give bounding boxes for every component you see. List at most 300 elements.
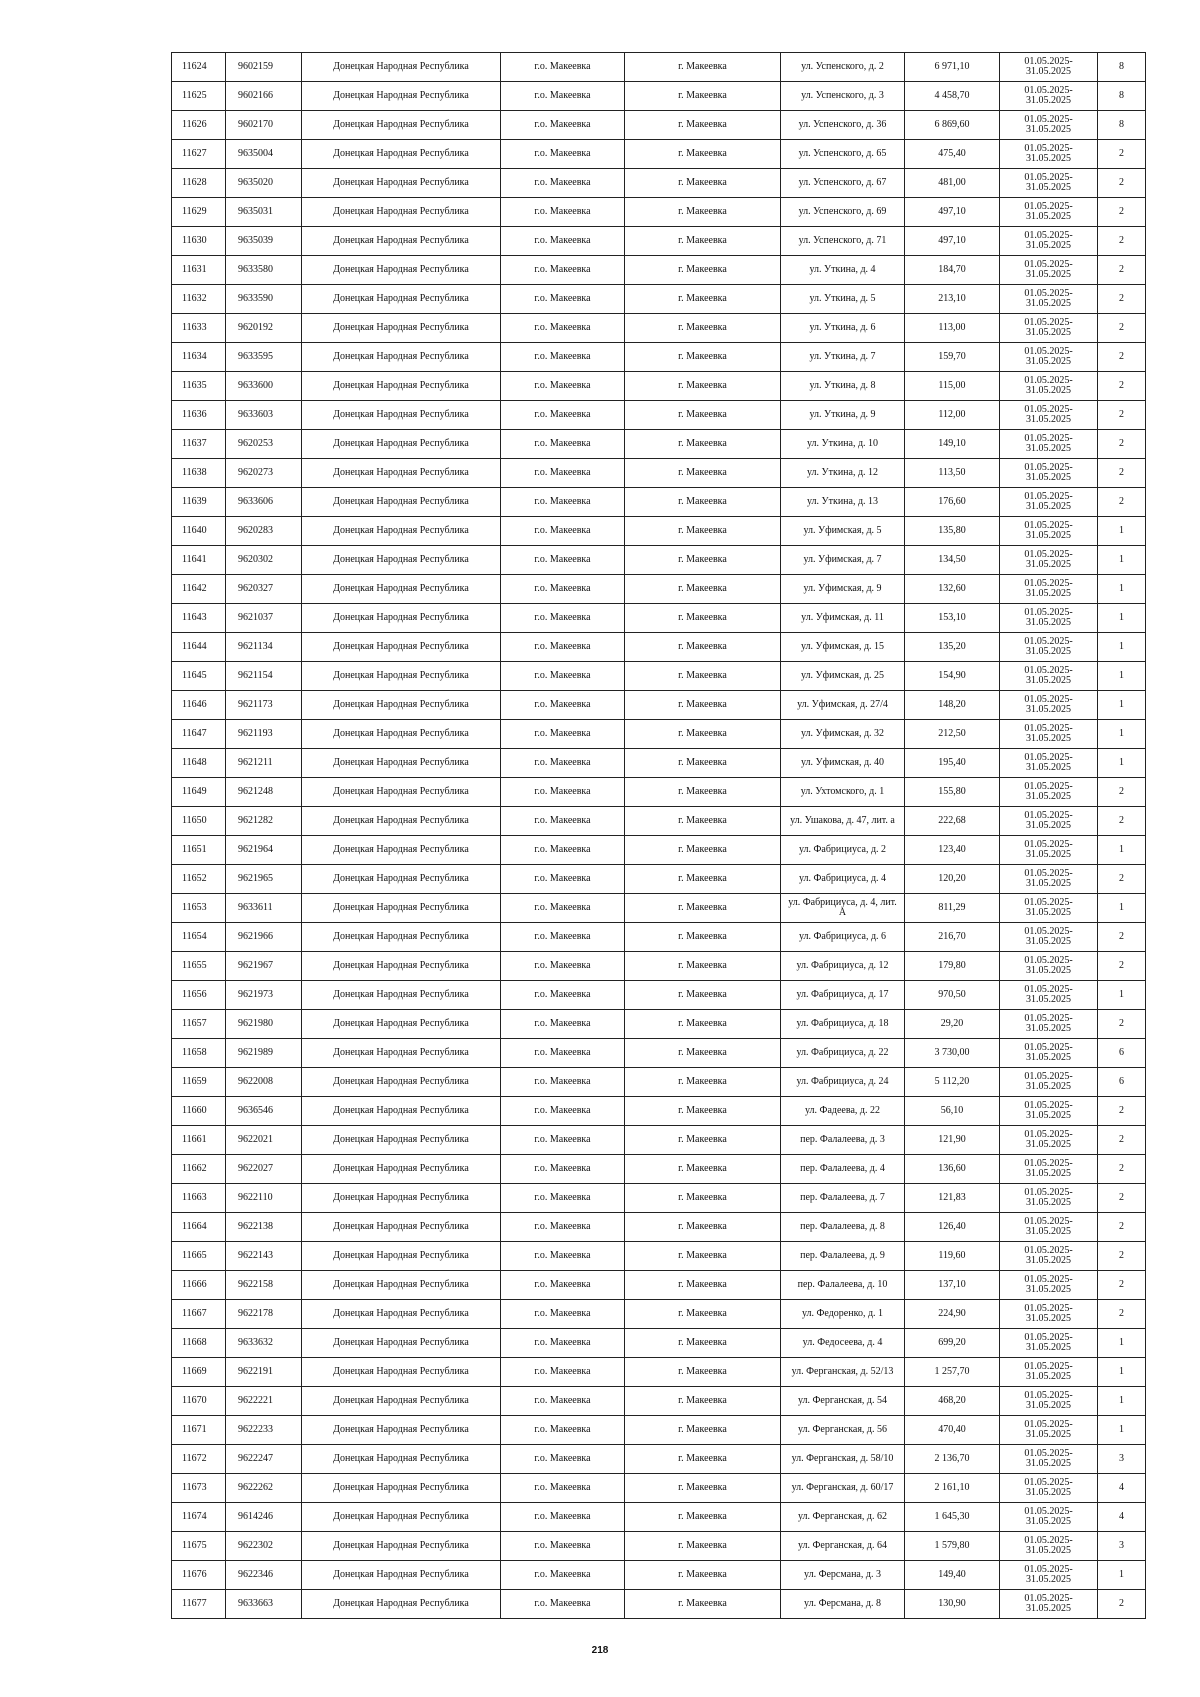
area-cell: 119,60 — [905, 1242, 1000, 1271]
quantity-cell: 1 — [1098, 836, 1146, 865]
quantity-cell: 2 — [1098, 1010, 1146, 1039]
quantity-cell: 2 — [1098, 169, 1146, 198]
table-row — [172, 53, 1146, 82]
area-cell: 136,60 — [905, 1155, 1000, 1184]
table-row — [172, 372, 1146, 401]
district-cell: г.о. Макеевка — [501, 604, 625, 633]
object-id-cell: 9622262 — [226, 1474, 302, 1503]
region-cell: Донецкая Народная Республика — [302, 1561, 501, 1590]
district-cell: г.о. Макеевка — [501, 111, 625, 140]
object-id-cell: 9621248 — [226, 778, 302, 807]
address-cell: ул. Ферсмана, д. 8 — [781, 1590, 905, 1619]
district-cell: г.о. Макеевка — [501, 1184, 625, 1213]
district-cell: г.о. Макеевка — [501, 517, 625, 546]
quantity-cell: 6 — [1098, 1068, 1146, 1097]
period-cell: 01.05.2025- 31.05.2025 — [1000, 604, 1098, 633]
object-id-cell: 9633611 — [226, 894, 302, 923]
period-cell: 01.05.2025- 31.05.2025 — [1000, 459, 1098, 488]
region-cell: Донецкая Народная Республика — [302, 285, 501, 314]
address-cell: ул. Фабрициуса, д. 22 — [781, 1039, 905, 1068]
address-cell: ул. Ушакова, д. 47, лит. а — [781, 807, 905, 836]
quantity-cell: 2 — [1098, 1184, 1146, 1213]
district-cell: г.о. Макеевка — [501, 778, 625, 807]
district-cell: г.о. Макеевка — [501, 1271, 625, 1300]
table-row — [172, 1184, 1146, 1213]
city-cell: г. Макеевка — [625, 981, 781, 1010]
city-cell: г. Макеевка — [625, 314, 781, 343]
district-cell: г.о. Макеевка — [501, 1503, 625, 1532]
quantity-cell: 1 — [1098, 517, 1146, 546]
table-row — [172, 140, 1146, 169]
area-cell: 195,40 — [905, 749, 1000, 778]
district-cell: г.о. Макеевка — [501, 1416, 625, 1445]
period-cell: 01.05.2025- 31.05.2025 — [1000, 1097, 1098, 1126]
region-cell: Донецкая Народная Республика — [302, 807, 501, 836]
city-cell: г. Макеевка — [625, 517, 781, 546]
area-cell: 123,40 — [905, 836, 1000, 865]
row-number-cell: 11631 — [172, 256, 226, 285]
address-cell: ул. Уфимская, д. 25 — [781, 662, 905, 691]
quantity-cell: 1 — [1098, 604, 1146, 633]
address-cell: ул. Уткина, д. 10 — [781, 430, 905, 459]
city-cell: г. Макеевка — [625, 894, 781, 923]
city-cell: г. Макеевка — [625, 575, 781, 604]
region-cell: Донецкая Народная Республика — [302, 894, 501, 923]
city-cell: г. Макеевка — [625, 343, 781, 372]
period-cell: 01.05.2025- 31.05.2025 — [1000, 1300, 1098, 1329]
region-cell: Донецкая Народная Республика — [302, 169, 501, 198]
table-row — [172, 401, 1146, 430]
area-cell: 5 112,20 — [905, 1068, 1000, 1097]
district-cell: г.о. Макеевка — [501, 227, 625, 256]
city-cell: г. Макеевка — [625, 749, 781, 778]
object-id-cell: 9633632 — [226, 1329, 302, 1358]
period-cell: 01.05.2025- 31.05.2025 — [1000, 865, 1098, 894]
row-number-cell: 11673 — [172, 1474, 226, 1503]
object-id-cell: 9621211 — [226, 749, 302, 778]
region-cell: Донецкая Народная Республика — [302, 517, 501, 546]
area-cell: 149,40 — [905, 1561, 1000, 1590]
region-cell: Донецкая Народная Республика — [302, 691, 501, 720]
region-cell: Донецкая Народная Республика — [302, 372, 501, 401]
table-row — [172, 1503, 1146, 1532]
district-cell: г.о. Макеевка — [501, 285, 625, 314]
district-cell: г.о. Макеевка — [501, 140, 625, 169]
address-cell: ул. Уткина, д. 9 — [781, 401, 905, 430]
table-row — [172, 285, 1146, 314]
address-cell: ул. Успенского, д. 71 — [781, 227, 905, 256]
row-number-cell: 11664 — [172, 1213, 226, 1242]
quantity-cell: 2 — [1098, 401, 1146, 430]
address-cell: ул. Уфимская, д. 15 — [781, 633, 905, 662]
table-body — [172, 53, 1146, 1619]
row-number-cell: 11635 — [172, 372, 226, 401]
district-cell: г.о. Макеевка — [501, 836, 625, 865]
table-row — [172, 1126, 1146, 1155]
area-cell: 213,10 — [905, 285, 1000, 314]
row-number-cell: 11646 — [172, 691, 226, 720]
city-cell: г. Макеевка — [625, 1097, 781, 1126]
row-number-cell: 11665 — [172, 1242, 226, 1271]
address-cell: ул. Ферганская, д. 58/10 — [781, 1445, 905, 1474]
object-id-cell: 9622008 — [226, 1068, 302, 1097]
row-number-cell: 11670 — [172, 1387, 226, 1416]
row-number-cell: 11652 — [172, 865, 226, 894]
area-cell: 970,50 — [905, 981, 1000, 1010]
row-number-cell: 11662 — [172, 1155, 226, 1184]
address-cell: ул. Успенского, д. 3 — [781, 82, 905, 111]
area-cell: 699,20 — [905, 1329, 1000, 1358]
quantity-cell: 1 — [1098, 1416, 1146, 1445]
region-cell: Донецкая Народная Республика — [302, 1213, 501, 1242]
period-cell: 01.05.2025- 31.05.2025 — [1000, 1010, 1098, 1039]
row-number-cell: 11674 — [172, 1503, 226, 1532]
area-cell: 113,50 — [905, 459, 1000, 488]
quantity-cell: 2 — [1098, 1097, 1146, 1126]
period-cell: 01.05.2025- 31.05.2025 — [1000, 1561, 1098, 1590]
period-cell: 01.05.2025- 31.05.2025 — [1000, 1532, 1098, 1561]
table-row — [172, 662, 1146, 691]
district-cell: г.о. Макеевка — [501, 256, 625, 285]
table-row — [172, 981, 1146, 1010]
quantity-cell: 2 — [1098, 285, 1146, 314]
district-cell: г.о. Макеевка — [501, 1010, 625, 1039]
area-cell: 212,50 — [905, 720, 1000, 749]
region-cell: Донецкая Народная Республика — [302, 923, 501, 952]
row-number-cell: 11629 — [172, 198, 226, 227]
area-cell: 3 730,00 — [905, 1039, 1000, 1068]
period-cell: 01.05.2025- 31.05.2025 — [1000, 923, 1098, 952]
object-id-cell: 9621964 — [226, 836, 302, 865]
area-cell: 2 136,70 — [905, 1445, 1000, 1474]
city-cell: г. Макеевка — [625, 1329, 781, 1358]
quantity-cell: 1 — [1098, 1561, 1146, 1590]
address-cell: ул. Уткина, д. 8 — [781, 372, 905, 401]
table-row — [172, 546, 1146, 575]
quantity-cell: 2 — [1098, 923, 1146, 952]
city-cell: г. Макеевка — [625, 546, 781, 575]
area-cell: 121,83 — [905, 1184, 1000, 1213]
quantity-cell: 2 — [1098, 227, 1146, 256]
address-cell: ул. Успенского, д. 67 — [781, 169, 905, 198]
table-row — [172, 488, 1146, 517]
quantity-cell: 2 — [1098, 1126, 1146, 1155]
area-cell: 468,20 — [905, 1387, 1000, 1416]
period-cell: 01.05.2025- 31.05.2025 — [1000, 662, 1098, 691]
district-cell: г.о. Макеевка — [501, 807, 625, 836]
city-cell: г. Макеевка — [625, 1184, 781, 1213]
object-id-cell: 9621134 — [226, 633, 302, 662]
object-id-cell: 9621154 — [226, 662, 302, 691]
row-number-cell: 11640 — [172, 517, 226, 546]
table-row — [172, 1068, 1146, 1097]
area-cell: 6 971,10 — [905, 53, 1000, 82]
area-cell: 112,00 — [905, 401, 1000, 430]
object-id-cell: 9622138 — [226, 1213, 302, 1242]
period-cell: 01.05.2025- 31.05.2025 — [1000, 1387, 1098, 1416]
table-row — [172, 82, 1146, 111]
period-cell: 01.05.2025- 31.05.2025 — [1000, 691, 1098, 720]
address-cell: пер. Фалалеева, д. 3 — [781, 1126, 905, 1155]
address-cell: ул. Ферганская, д. 56 — [781, 1416, 905, 1445]
area-cell: 179,80 — [905, 952, 1000, 981]
district-cell: г.о. Макеевка — [501, 1387, 625, 1416]
object-id-cell: 9621980 — [226, 1010, 302, 1039]
period-cell: 01.05.2025- 31.05.2025 — [1000, 111, 1098, 140]
region-cell: Донецкая Народная Республика — [302, 53, 501, 82]
district-cell: г.о. Макеевка — [501, 1590, 625, 1619]
address-cell: ул. Ферсмана, д. 3 — [781, 1561, 905, 1590]
row-number-cell: 11669 — [172, 1358, 226, 1387]
row-number-cell: 11654 — [172, 923, 226, 952]
district-cell: г.о. Макеевка — [501, 1445, 625, 1474]
district-cell: г.о. Макеевка — [501, 401, 625, 430]
district-cell: г.о. Макеевка — [501, 372, 625, 401]
region-cell: Донецкая Народная Республика — [302, 1242, 501, 1271]
district-cell: г.о. Макеевка — [501, 923, 625, 952]
address-cell: ул. Фабрициуса, д. 12 — [781, 952, 905, 981]
period-cell: 01.05.2025- 31.05.2025 — [1000, 575, 1098, 604]
row-number-cell: 11666 — [172, 1271, 226, 1300]
table-row — [172, 1097, 1146, 1126]
district-cell: г.о. Макеевка — [501, 1126, 625, 1155]
area-cell: 134,50 — [905, 546, 1000, 575]
district-cell: г.о. Макеевка — [501, 1300, 625, 1329]
quantity-cell: 2 — [1098, 198, 1146, 227]
table-row — [172, 1561, 1146, 1590]
region-cell: Донецкая Народная Республика — [302, 227, 501, 256]
city-cell: г. Макеевка — [625, 604, 781, 633]
quantity-cell: 2 — [1098, 1300, 1146, 1329]
quantity-cell: 2 — [1098, 1590, 1146, 1619]
quantity-cell: 1 — [1098, 575, 1146, 604]
area-cell: 130,90 — [905, 1590, 1000, 1619]
table-row — [172, 1242, 1146, 1271]
object-id-cell: 9635004 — [226, 140, 302, 169]
period-cell: 01.05.2025- 31.05.2025 — [1000, 1213, 1098, 1242]
table-row — [172, 169, 1146, 198]
region-cell: Донецкая Народная Республика — [302, 488, 501, 517]
object-id-cell: 9622346 — [226, 1561, 302, 1590]
address-cell: ул. Фабрициуса, д. 18 — [781, 1010, 905, 1039]
area-cell: 137,10 — [905, 1271, 1000, 1300]
region-cell: Донецкая Народная Республика — [302, 1358, 501, 1387]
object-id-cell: 9621989 — [226, 1039, 302, 1068]
city-cell: г. Макеевка — [625, 401, 781, 430]
row-number-cell: 11677 — [172, 1590, 226, 1619]
row-number-cell: 11668 — [172, 1329, 226, 1358]
region-cell: Донецкая Народная Республика — [302, 82, 501, 111]
object-id-cell: 9602170 — [226, 111, 302, 140]
table-row — [172, 198, 1146, 227]
row-number-cell: 11651 — [172, 836, 226, 865]
area-cell: 135,80 — [905, 517, 1000, 546]
period-cell: 01.05.2025- 31.05.2025 — [1000, 256, 1098, 285]
quantity-cell: 1 — [1098, 633, 1146, 662]
row-number-cell: 11649 — [172, 778, 226, 807]
object-id-cell: 9622158 — [226, 1271, 302, 1300]
city-cell: г. Макеевка — [625, 1445, 781, 1474]
region-cell: Донецкая Народная Республика — [302, 140, 501, 169]
period-cell: 01.05.2025- 31.05.2025 — [1000, 372, 1098, 401]
region-cell: Донецкая Народная Республика — [302, 1474, 501, 1503]
district-cell: г.о. Макеевка — [501, 633, 625, 662]
area-cell: 2 161,10 — [905, 1474, 1000, 1503]
region-cell: Донецкая Народная Республика — [302, 1155, 501, 1184]
row-number-cell: 11658 — [172, 1039, 226, 1068]
region-cell: Донецкая Народная Республика — [302, 662, 501, 691]
object-id-cell: 9633603 — [226, 401, 302, 430]
quantity-cell: 2 — [1098, 1213, 1146, 1242]
city-cell: г. Макеевка — [625, 1358, 781, 1387]
quantity-cell: 2 — [1098, 256, 1146, 285]
table-row — [172, 1445, 1146, 1474]
object-id-cell: 9622143 — [226, 1242, 302, 1271]
area-cell: 153,10 — [905, 604, 1000, 633]
city-cell: г. Макеевка — [625, 807, 781, 836]
address-cell: ул. Федосеева, д. 4 — [781, 1329, 905, 1358]
city-cell: г. Макеевка — [625, 1039, 781, 1068]
district-cell: г.о. Макеевка — [501, 662, 625, 691]
city-cell: г. Макеевка — [625, 285, 781, 314]
object-id-cell: 9636546 — [226, 1097, 302, 1126]
region-cell: Донецкая Народная Республика — [302, 1010, 501, 1039]
quantity-cell: 2 — [1098, 372, 1146, 401]
quantity-cell: 1 — [1098, 691, 1146, 720]
table-row — [172, 1213, 1146, 1242]
period-cell: 01.05.2025- 31.05.2025 — [1000, 1155, 1098, 1184]
row-number-cell: 11667 — [172, 1300, 226, 1329]
object-id-cell: 9622233 — [226, 1416, 302, 1445]
object-id-cell: 9633600 — [226, 372, 302, 401]
city-cell: г. Макеевка — [625, 372, 781, 401]
area-cell: 1 579,80 — [905, 1532, 1000, 1561]
area-cell: 497,10 — [905, 198, 1000, 227]
object-id-cell: 9621973 — [226, 981, 302, 1010]
object-id-cell: 9622021 — [226, 1126, 302, 1155]
district-cell: г.о. Макеевка — [501, 53, 625, 82]
period-cell: 01.05.2025- 31.05.2025 — [1000, 894, 1098, 923]
table-row — [172, 923, 1146, 952]
object-id-cell: 9620302 — [226, 546, 302, 575]
district-cell: г.о. Макеевка — [501, 314, 625, 343]
period-cell: 01.05.2025- 31.05.2025 — [1000, 1271, 1098, 1300]
region-cell: Донецкая Народная Республика — [302, 111, 501, 140]
table-row — [172, 691, 1146, 720]
area-cell: 120,20 — [905, 865, 1000, 894]
area-cell: 4 458,70 — [905, 82, 1000, 111]
district-cell: г.о. Макеевка — [501, 1561, 625, 1590]
table-row — [172, 1474, 1146, 1503]
city-cell: г. Макеевка — [625, 1271, 781, 1300]
region-cell: Донецкая Народная Республика — [302, 1387, 501, 1416]
district-cell: г.о. Макеевка — [501, 488, 625, 517]
object-id-cell: 9622110 — [226, 1184, 302, 1213]
city-cell: г. Макеевка — [625, 836, 781, 865]
table-row — [172, 256, 1146, 285]
city-cell: г. Макеевка — [625, 1387, 781, 1416]
city-cell: г. Макеевка — [625, 633, 781, 662]
quantity-cell: 2 — [1098, 488, 1146, 517]
quantity-cell: 2 — [1098, 778, 1146, 807]
row-number-cell: 11630 — [172, 227, 226, 256]
address-cell: ул. Фабрициуса, д. 4, лит. А — [781, 894, 905, 923]
page-number: 218 — [591, 1645, 609, 1656]
address-cell: пер. Фалалеева, д. 7 — [781, 1184, 905, 1213]
region-cell: Донецкая Народная Республика — [302, 633, 501, 662]
region-cell: Донецкая Народная Республика — [302, 720, 501, 749]
table-row — [172, 1329, 1146, 1358]
period-cell: 01.05.2025- 31.05.2025 — [1000, 1590, 1098, 1619]
area-cell: 132,60 — [905, 575, 1000, 604]
address-cell: ул. Ферганская, д. 54 — [781, 1387, 905, 1416]
quantity-cell: 8 — [1098, 53, 1146, 82]
table-row — [172, 430, 1146, 459]
quantity-cell: 3 — [1098, 1532, 1146, 1561]
city-cell: г. Макеевка — [625, 459, 781, 488]
address-cell: ул. Уткина, д. 4 — [781, 256, 905, 285]
address-cell: ул. Ферганская, д. 52/13 — [781, 1358, 905, 1387]
object-id-cell: 9621967 — [226, 952, 302, 981]
table-row — [172, 459, 1146, 488]
table-row — [172, 836, 1146, 865]
area-cell: 6 869,60 — [905, 111, 1000, 140]
address-cell: ул. Уфимская, д. 5 — [781, 517, 905, 546]
period-cell: 01.05.2025- 31.05.2025 — [1000, 778, 1098, 807]
address-cell: пер. Фалалеева, д. 10 — [781, 1271, 905, 1300]
region-cell: Донецкая Народная Республика — [302, 952, 501, 981]
address-cell: ул. Успенского, д. 2 — [781, 53, 905, 82]
address-cell: ул. Уфимская, д. 11 — [781, 604, 905, 633]
region-cell: Донецкая Народная Республика — [302, 778, 501, 807]
row-number-cell: 11642 — [172, 575, 226, 604]
district-cell: г.о. Макеевка — [501, 343, 625, 372]
address-cell: ул. Уфимская, д. 32 — [781, 720, 905, 749]
district-cell: г.о. Макеевка — [501, 952, 625, 981]
city-cell: г. Макеевка — [625, 488, 781, 517]
city-cell: г. Макеевка — [625, 1300, 781, 1329]
object-id-cell: 9602166 — [226, 82, 302, 111]
address-cell: пер. Фалалеева, д. 4 — [781, 1155, 905, 1184]
area-cell: 497,10 — [905, 227, 1000, 256]
area-cell: 1 645,30 — [905, 1503, 1000, 1532]
table-row — [172, 778, 1146, 807]
row-number-cell: 11633 — [172, 314, 226, 343]
area-cell: 115,00 — [905, 372, 1000, 401]
quantity-cell: 1 — [1098, 1329, 1146, 1358]
quantity-cell: 8 — [1098, 82, 1146, 111]
district-cell: г.о. Макеевка — [501, 1242, 625, 1271]
period-cell: 01.05.2025- 31.05.2025 — [1000, 981, 1098, 1010]
city-cell: г. Макеевка — [625, 952, 781, 981]
city-cell: г. Макеевка — [625, 256, 781, 285]
city-cell: г. Макеевка — [625, 865, 781, 894]
object-id-cell: 9620283 — [226, 517, 302, 546]
period-cell: 01.05.2025- 31.05.2025 — [1000, 1068, 1098, 1097]
region-cell: Донецкая Народная Республика — [302, 198, 501, 227]
area-cell: 135,20 — [905, 633, 1000, 662]
city-cell: г. Макеевка — [625, 1242, 781, 1271]
address-cell: ул. Фабрициуса, д. 6 — [781, 923, 905, 952]
area-cell: 113,00 — [905, 314, 1000, 343]
table-row — [172, 894, 1146, 923]
district-cell: г.о. Макеевка — [501, 1213, 625, 1242]
table-row — [172, 865, 1146, 894]
table-row — [172, 749, 1146, 778]
quantity-cell: 2 — [1098, 343, 1146, 372]
address-cell: ул. Ферганская, д. 60/17 — [781, 1474, 905, 1503]
region-cell: Донецкая Народная Республика — [302, 1416, 501, 1445]
